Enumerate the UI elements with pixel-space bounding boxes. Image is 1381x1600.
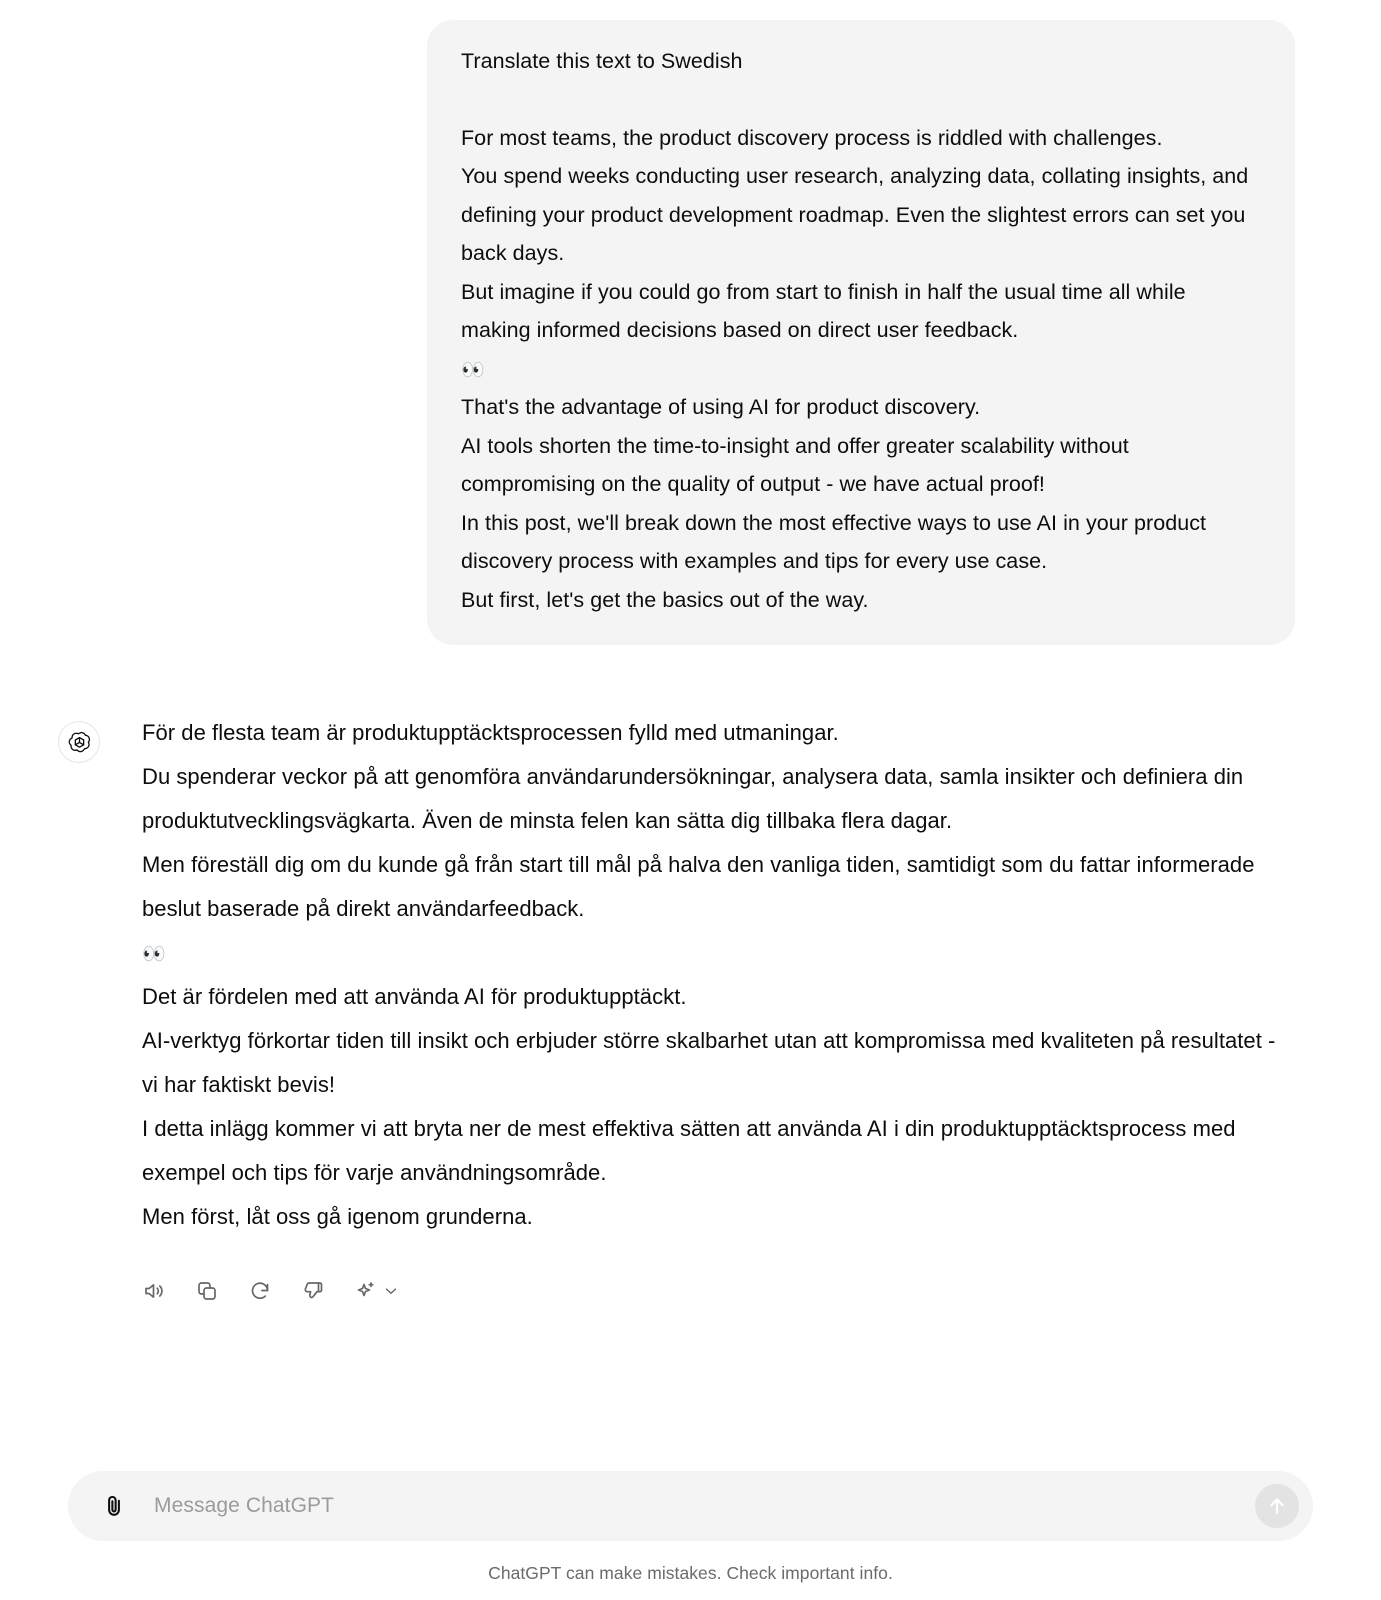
message-input[interactable] bbox=[134, 1493, 1255, 1519]
avatar bbox=[58, 721, 100, 763]
arrow-up-icon bbox=[1264, 1493, 1290, 1519]
assistant-paragraph-1: För de flesta team är produktupptäcktsprocessen fylld med utmaningar. bbox=[142, 720, 839, 745]
assistant-message-row bbox=[0, 645, 1381, 1309]
user-paragraph-5: AI tools shorten the time-to-insight and offer greater scalability without compromising on the quality of output - we have actual proof! bbox=[461, 433, 1129, 496]
chevron-down-icon bbox=[384, 1282, 400, 1300]
disclaimer-text: ChatGPT can make mistakes. Check important info. bbox=[488, 1563, 893, 1583]
assistant-message-text bbox=[142, 711, 1282, 1309]
user-message-bubble[interactable] bbox=[427, 20, 1295, 645]
user-message-row bbox=[0, 20, 1381, 645]
composer-area bbox=[0, 1471, 1381, 1600]
copy-button[interactable] bbox=[189, 1273, 225, 1309]
user-paragraph-3: But imagine if you could go from start to finish in half the usual time all while making informed decisions based on direct user feedback. bbox=[461, 279, 1186, 342]
speaker-icon bbox=[142, 1279, 166, 1303]
copy-icon bbox=[195, 1279, 219, 1303]
refresh-icon bbox=[248, 1279, 272, 1303]
eyes-emoji: 👀 bbox=[461, 358, 485, 381]
thumbs-down-icon bbox=[301, 1279, 325, 1303]
bad-response-button[interactable] bbox=[295, 1273, 331, 1309]
switch-model-button[interactable] bbox=[348, 1273, 400, 1309]
paperclip-icon bbox=[101, 1493, 127, 1519]
openai-logo-icon bbox=[67, 730, 92, 755]
assistant-paragraph-5: AI-verktyg förkortar tiden till insikt och erbjuder större skalbarhet utan att kompromissa med kvaliteten på resultatet - vi har faktiskt bevis! bbox=[142, 1028, 1276, 1097]
user-paragraph-7: But first, let's get the basics out of the way. bbox=[461, 587, 869, 612]
message-actions bbox=[136, 1273, 1282, 1309]
user-paragraph-2: You spend weeks conducting user research, analyzing data, collating insights, and defining your product development roadmap. Even the slightest errors can set you back days. bbox=[461, 164, 1249, 265]
assistant-paragraph-7: Men först, låt oss gå igenom grunderna. bbox=[142, 1204, 533, 1229]
composer[interactable] bbox=[68, 1471, 1313, 1541]
user-instruction: Translate this text to Swedish bbox=[461, 49, 743, 73]
eyes-emoji: 👀 bbox=[142, 943, 166, 965]
sparkle-icon bbox=[348, 1273, 384, 1309]
attach-file-button[interactable] bbox=[94, 1486, 134, 1526]
read-aloud-button[interactable] bbox=[136, 1273, 172, 1309]
user-paragraph-1: For most teams, the product discovery process is riddled with challenges. bbox=[461, 125, 1163, 150]
regenerate-button[interactable] bbox=[242, 1273, 278, 1309]
user-paragraph-4: That's the advantage of using AI for product discovery. bbox=[461, 395, 981, 419]
assistant-paragraph-3: Men föreställ dig om du kunde gå från start till mål på halva den vanliga tiden, samtidigt som du fattar informerade beslut baserade på direkt användarfeedback. bbox=[142, 852, 1255, 921]
paragraph-spacer bbox=[461, 81, 1261, 119]
send-button[interactable] bbox=[1255, 1484, 1299, 1528]
assistant-paragraph-2: Du spenderar veckor på att genomföra användarundersökningar, analysera data, samla insikter och definiera din produktutvecklingsvägkarta. Även de minsta felen kan sätta dig tillbaka flera dagar. bbox=[142, 764, 1244, 833]
assistant-paragraph-6: I detta inlägg kommer vi att bryta ner de mest effektiva sätten att använda AI i din produktupptäcktsprocess med exempel och tips för varje användningsområde. bbox=[142, 1116, 1236, 1185]
assistant-paragraph-4: Det är fördelen med att använda AI för produktupptäckt. bbox=[142, 984, 687, 1009]
user-paragraph-6: In this post, we'll break down the most effective ways to use AI in your product discovery process with examples and tips for every use case. bbox=[461, 510, 1207, 573]
